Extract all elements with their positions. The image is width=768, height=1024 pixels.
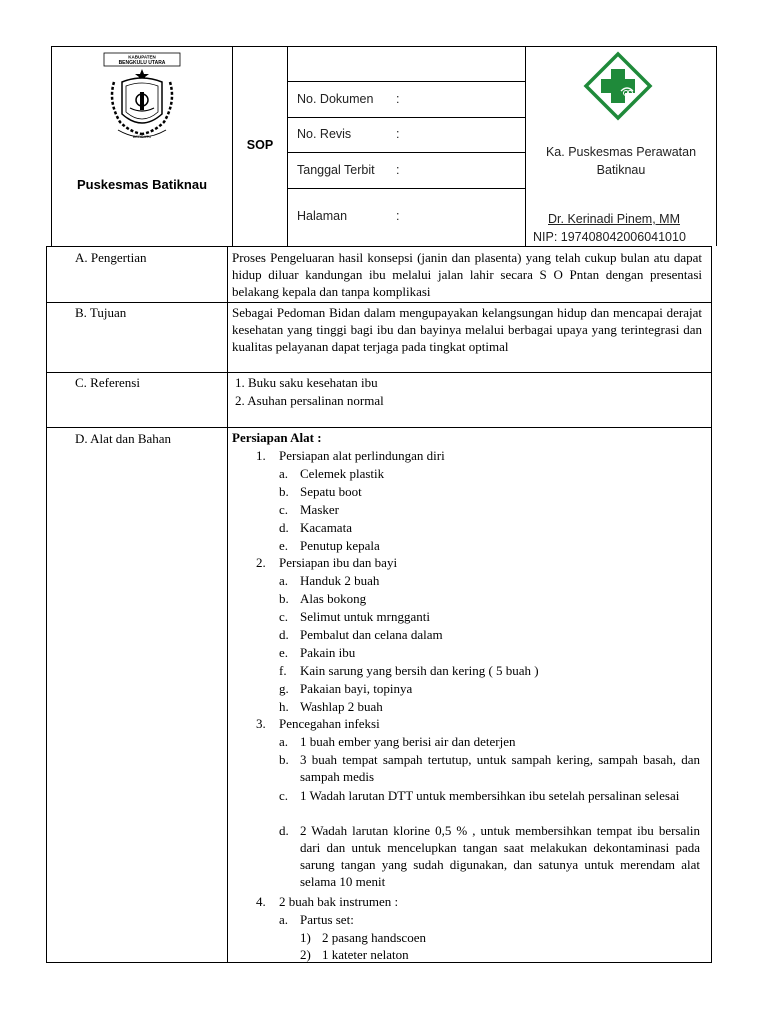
org-name: Puskesmas Batiknau [76,177,208,192]
doc-field-tanggal-terbit: Tanggal Terbit : [297,163,400,177]
section-d-label: D. Alat dan Bahan [75,431,172,446]
section-d-heading: Persiapan Alat : [232,430,322,445]
list-item: c. [279,502,289,517]
list-item-text: Kacamata [300,520,352,535]
svg-text:BERSATU: BERSATU [132,134,152,139]
list-item: a. [279,734,289,749]
list-item: f. [279,663,287,678]
list-item-text: Celemek plastik [300,466,385,481]
list-item-text: Sepatu boot [300,484,362,499]
sub-list-item-text: 1 kateter nelaton [322,947,409,962]
group-title: Persiapan ibu dan bayi [279,555,398,570]
signer-name: Dr. Kerinadi Pinem, MM [548,212,680,226]
list-item-text: Pakain ibu [300,645,356,660]
signer-title: Ka. Puskesmas Perawatan Batiknau [545,145,697,177]
list-item: b. [279,591,289,606]
group-title: Pencegahan infeksi [279,716,380,731]
list-item-text: Partus set: [300,912,354,927]
list-item: e. [279,645,289,660]
doc-field-no-dokumen: No. Dokumen : [297,92,400,106]
list-item: d. [279,627,289,642]
sub-list-item: 2) [300,947,311,962]
list-item: a. [279,912,289,927]
list-item-text: Masker [300,502,339,517]
group-number: 2. [256,555,266,570]
sub-list-item: 1) [300,930,311,945]
list-item-text: Pakaian bayi, topinya [300,681,413,696]
list-item: b. [279,752,289,767]
list-item-text: 2 Wadah larutan klorine 0,5 % , untuk membersihkan tempat ibu bersalin dari dan untuk mencelupkan tangan saat melakukan dekontaminasi pada sarung tangan yang sudah digunakan, dan satunya untuk merendam alat selama 10 menit [300,823,700,889]
doc-field-no-revisi: No. Revis : [297,127,400,141]
list-item: e. [279,538,289,553]
list-item-text: Alas bokong [300,591,367,606]
sub-list-item-text: 2 pasang handscoen [322,930,426,945]
section-c-label: C. Referensi [75,375,140,390]
section-c-item: 2. Asuhan persalinan normal [235,393,384,408]
section-a-label: A. Pengertian [75,250,147,265]
list-item-text: 1 buah ember yang berisi air dan deterjen [300,734,516,749]
list-item-text: Selimut untuk mrngganti [300,609,430,624]
list-item: c. [279,788,289,803]
list-item: d. [279,520,289,535]
list-item: h. [279,699,289,714]
group-number: 4. [256,894,266,909]
regency-emblem-logo [100,52,184,144]
list-item-text: 3 buah tempat sampah tertutup, untuk sampah kering, sampah basah, dan sampah medis [300,752,700,784]
group-title: 2 buah bak instrumen : [279,894,399,909]
list-item-text: Kain sarung yang bersih dan kering ( 5 buah ) [300,663,539,678]
logo-text-top: KABUPATEN [128,54,156,60]
list-item: b. [279,484,289,499]
group-number: 1. [256,448,266,463]
section-b-text: Sebagai Pedoman Bidan dalam mengupayakan kelangsungan hidup dan mencapai derajat kesehatan yang tinggi bagi ibu dan bayinya melalui berbagai upaya yang terintegrasi dan kualitas pelayanan dapat terjaga pada tingkat optimal [232,305,702,354]
list-item: d. [279,823,289,838]
section-b-label: B. Tujuan [75,305,127,320]
group-title: Persiapan alat perlindungan diri [279,448,445,463]
list-item-text: Penutup kepala [300,538,380,553]
section-a-text: Proses Pengeluaran hasil konsepsi (janin dan plasenta) yang telah cukup bulan atu dapat hidup diluar kandungan ibu melalui jalan lahir secara S O Pntan dengan presentasi belakang kepala dan tanpa komplikasi [232,250,702,299]
list-item-text: Pembalut dan celana dalam [300,627,443,642]
list-item-text: Handuk 2 buah [300,573,380,588]
section-c-item: 1. Buku saku kesehatan ibu [235,375,378,390]
svg-text:BENGKULU UTARA: BENGKULU UTARA [118,60,166,66]
signer-nip: NIP: 197408042006041010 [533,230,686,244]
sop-label: SOP [246,138,274,152]
doc-field-halaman: Halaman : [297,209,400,223]
list-item: c. [279,609,289,624]
list-item-text: 1 Wadah larutan DTT untuk membersihkan ibu setelah persalinan selesai [300,788,680,803]
list-item: a. [279,573,289,588]
list-item: a. [279,466,289,481]
list-item-text: Washlap 2 buah [300,699,383,714]
group-number: 3. [256,716,266,731]
puskesmas-logo [583,51,653,121]
list-item: g. [279,681,289,696]
